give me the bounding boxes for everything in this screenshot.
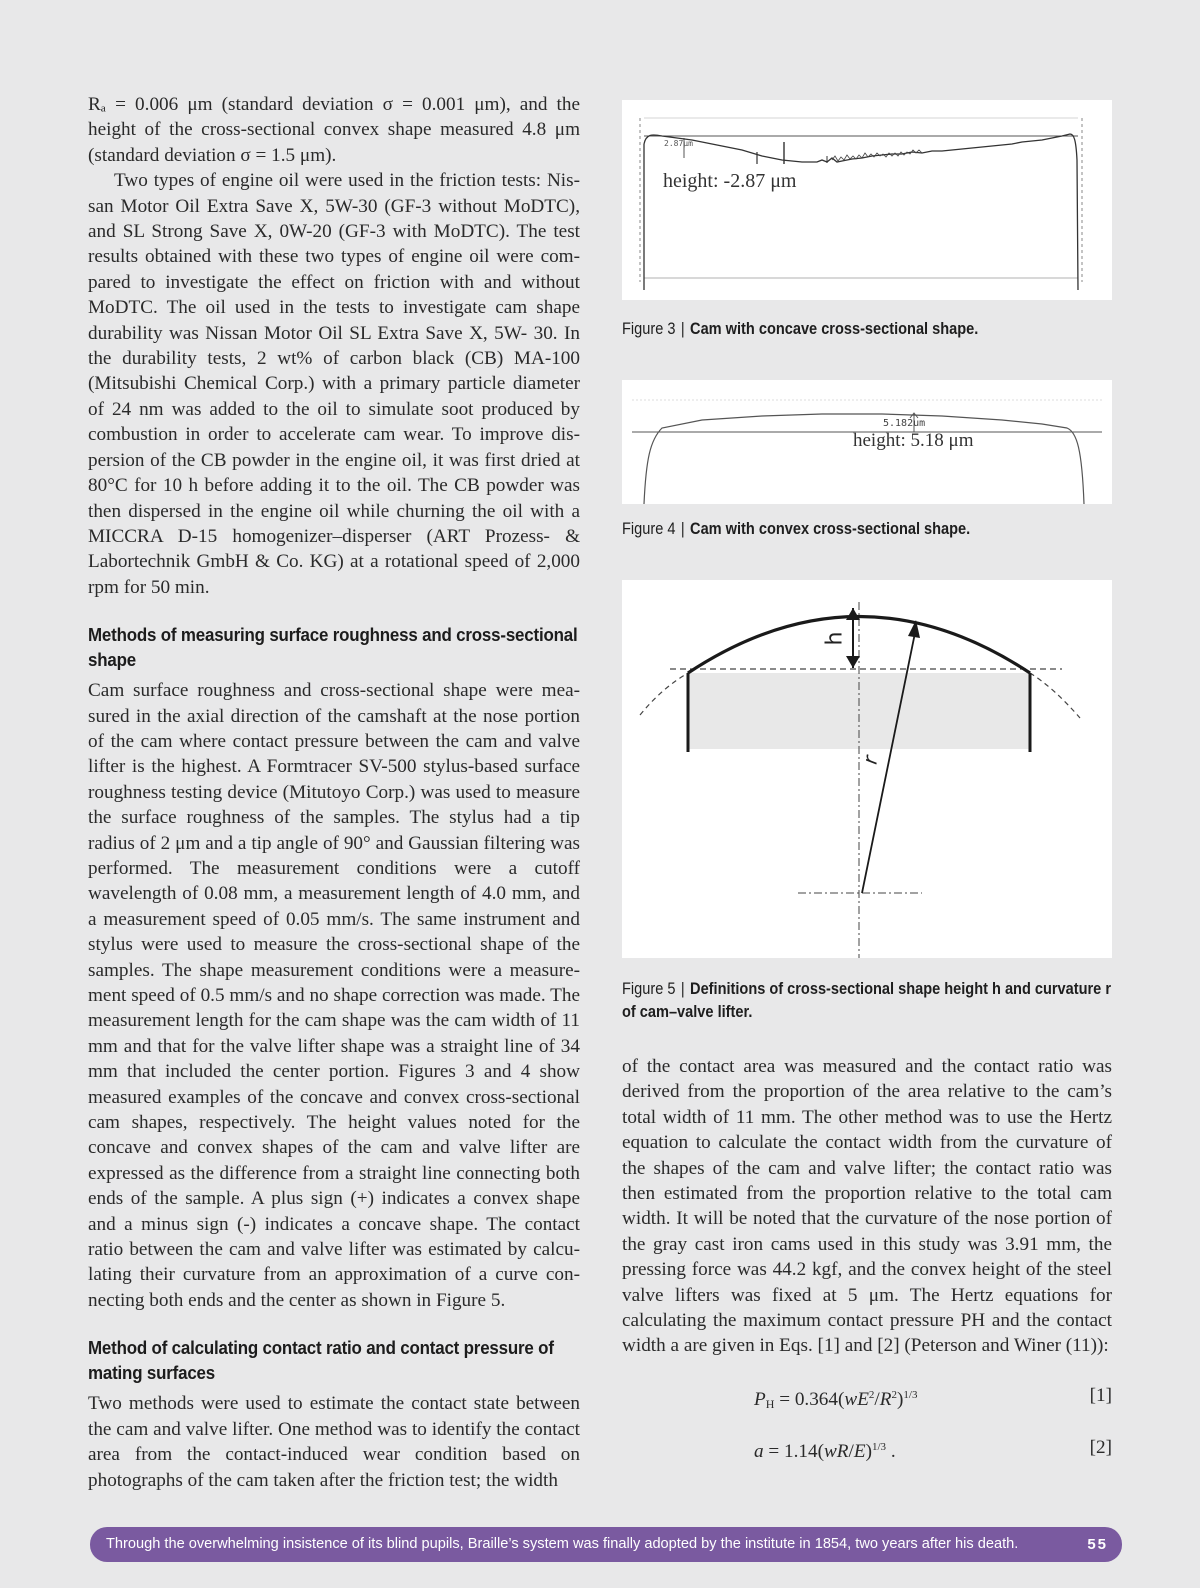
paragraph-engine-oil: Two types of engine oil were used in the friction tests: Nissan Motor Oil Extra Save X, 5W-30 (GF-3 without MoDTC), and SL Strong Save X, 0W-20 (GF-3 with MoDTC). The test results obtained with these two types of engine oil were compared to investigate the effect on friction with and without MoDTC. The oil used in the tests to investigate cam shape durability was Nissan Motor Oil SL Extra Save X, 5W- 30. In the durability tests, 2 wt% of carbon black (CB) MA-100 (Mitsubishi Chemical Corp.) with a primary particle diameter of 24 nm was added to the oil to simulate soot produced by combustion in order to accelerate cam wear. To improve dispersion of the CB powder in the engine oil, it was first dried at 80°C for 10 h before adding it to the oil. The CB powder was then dispersed in the engine oil while churning the oil with a MICCRA D-15 homogenizer–disperser (ART Prozess- & Labortechnik GmbH & Co. KG) at a rotational speed of 2,000 rpm for 50 min. [88,170,580,598]
section-heading-contact-ratio: Method of calculating contact ratio and contact pressure of mating surfaces [88,1337,554,1384]
figure-3-caption-text: Cam with concave cross-sectional shape. [690,320,979,338]
equation-1-number: [1] [1089,1384,1112,1406]
figure-4-caption-text: Cam with convex cross-sectional shape. [690,520,971,538]
figure-5-curvature-diagram [622,580,1112,958]
equation-1-expression: $P_H = 0.364(wE^2/R^2)^{1/3}$ [754,1388,918,1411]
paragraph-contact-methods: Two methods were used to estimate the contact state between the cam and valve lifter. One method was to identify the contact area from the contact-induced wear condition based on photographs of the cam taken after the friction test; the width [88,1393,580,1491]
page-number: 55 [1087,1536,1108,1553]
equation-2-expression: $a = 1.14(wR/E)^{1/3}$ . [754,1440,896,1462]
figure-4-caption: Figure 4 | Cam with convex cross-sectional shape. [622,520,971,538]
footer-quote: Through the overwhelming insistence of its blind pupils, Braille’s system was finally adopted by the institute in 1854, two years after his death. [106,1536,1019,1552]
figure-3-small-readout: 2.87μm [664,139,693,148]
figure-3-caption: Figure 3 | Cam with concave cross-sectional shape. [622,320,979,338]
left-column [88,92,580,1493]
figure-5-caption-number: Figure 5 [622,980,676,998]
figure-5-h-label: h [822,631,848,646]
figure-5-r-label: r [857,753,883,767]
figure-5-caption: Figure 5 | Definitions of cross-sectional shape height h and curvature r of cam–valve lifter. [622,980,1112,1021]
section-heading-measuring: Methods of measuring surface roughness and cross-sectional shape [88,624,578,671]
figure-3-height-label: height: -2.87 μm [663,170,797,192]
paragraph-roughness-values: Rₐ = 0.006 μm (standard deviation σ = 0.001 μm), and the height of the cross-sectional convex shape measured 4.8 μm (standard deviation σ = 1.5 μm). [88,94,580,166]
figure-4-caption-number: Figure 4 [622,520,676,538]
equation-2-number: [2] [1089,1436,1112,1458]
equation-2 [622,1435,1112,1485]
right-column [622,100,1112,1485]
figure-4-small-readout: 5.182um [883,418,926,429]
figure-5-caption-text: Definitions of cross-sectional shape height h and curvature r of cam–valve lifter. [622,980,1112,1021]
figure-4-height-label: height: 5.18 μm [853,430,974,451]
footer-banner [90,1527,1122,1562]
equation-1 [622,1383,1112,1433]
paragraph-hertz-intro: of the contact area was measured and the contact ratio was derived from the proportion of the area relative to the cam’s total width of 11 mm. The other method was to use the Hertz equation to calculate the contact width from the curvature of the shapes of the cam and valve lifter; the contact ratio was then estimated from the proportion relative to the total cam width. It will be noted that the curvature of the nose portion of the gray cast iron cams used in this study was 3.91 mm, the pressing force was 44.2 kgf, and the convex height of the steel valve lifters was fixed at 5 μm. The Hertz equations for calculating the maximum contact pressure PH and the contact width a are given in Eqs. [1] and [2] (Peterson and Winer (11)): [622,1056,1112,1357]
figure-3-caption-number: Figure 3 [622,320,676,338]
figure-4-convex-profile [622,380,1112,504]
figure-5-diagram [622,580,1112,958]
figure-3-plot [622,100,1112,300]
figure-3-concave-profile [622,100,1112,300]
paragraph-measuring-methods: Cam surface roughness and cross-sectional shape were measured in the axial direction of the camshaft at the nose portion of the cam where contact pressure between the cam and valve lifter is the highest. A Formtracer SV-500 stylus-based surface roughness testing device (Mitutoyo Corp.) was used to measure the surface roughness of the samples. The stylus had a tip radius of 2 μm and a tip angle of 90° and Gaussian filtering was performed. The measurement conditions were a cutoff wavelength of 0.08 mm, a measurement length of 4.0 mm, and a measurement speed of 0.05 mm/s. The same instrument and stylus were used to measure the cross-sectional shape of the samples. The shape measurement conditions were a measurement speed of 0.5 mm/s and no shape correction was made. The measurement length for the cam shape was the cam width of 11 mm and that for the valve lifter shape was a straight line of 34 mm that included the center portion. Figures 3 and 4 show measured examples of the concave and convex cross-sectional cam shapes, respectively. The height values noted for the concave and convex shapes of the cam and valve lifter are expressed as the difference from a straight line connecting both ends of the sample. A plus sign (+) indicates a convex shape and a minus sign (-) indicates a concave shape. The contact ratio between the cam and valve lifter was estimated by calculating their curvature from an approximation of a curve connecting both ends and the center as shown in Figure 5. [88,680,580,1311]
right-column-text [622,1054,1112,1485]
